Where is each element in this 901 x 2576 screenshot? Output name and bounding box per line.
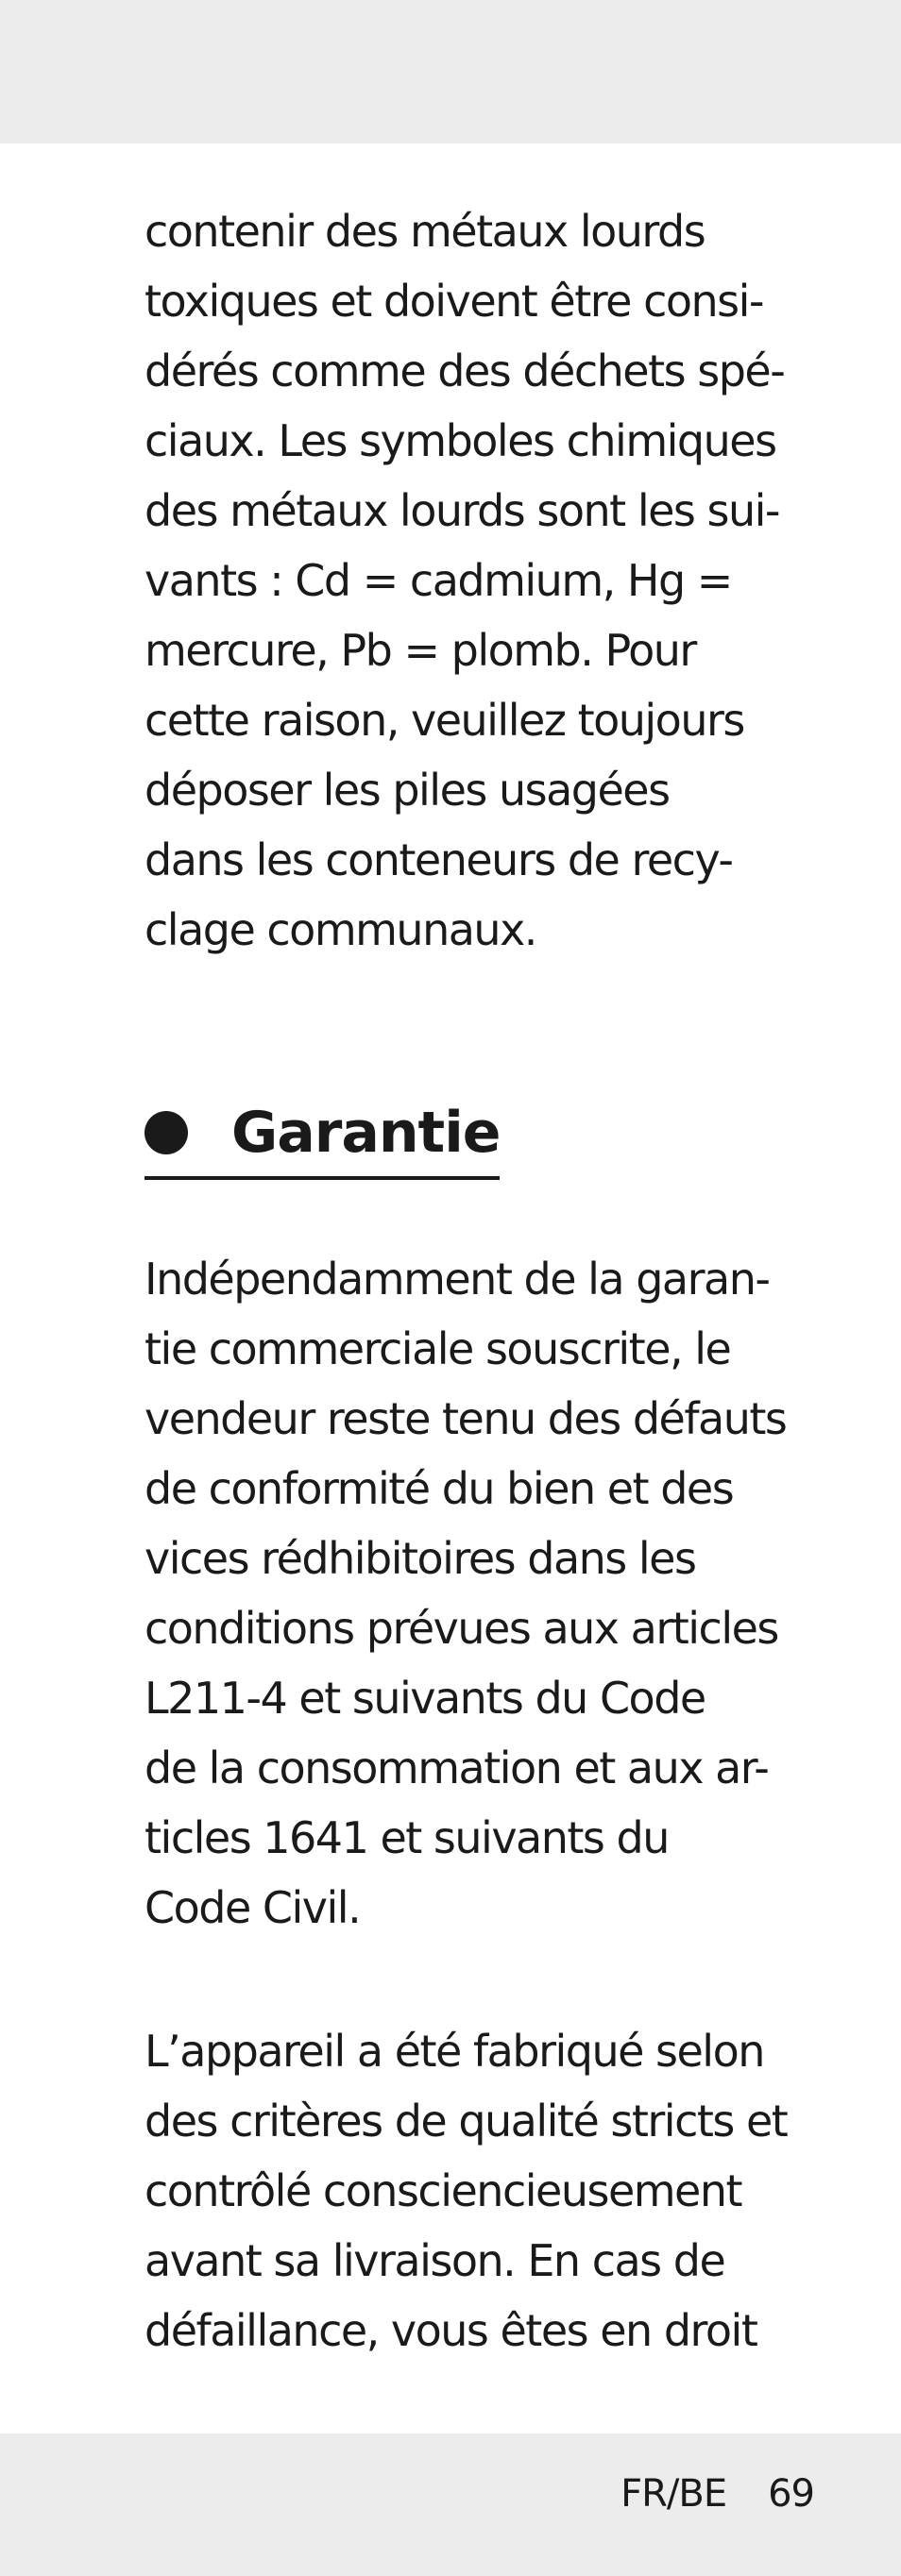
text-line: défaillance, vous êtes en droit	[144, 2305, 757, 2356]
text-line: conditions prévues aux articles	[144, 1603, 778, 1654]
text-line: des métaux lourds sont les sui-	[144, 485, 779, 536]
page-number: 69	[768, 2472, 814, 2516]
paragraph-quality	[144, 2016, 787, 2366]
top-margin-band	[0, 0, 901, 143]
text-line: ticles 1641 et suivants du	[144, 1812, 669, 1863]
bullet-icon	[144, 1111, 188, 1154]
text-line: avant sa livraison. En cas de	[144, 2235, 725, 2286]
text-line: contrôlé consciencieusement	[144, 2165, 742, 2216]
text-line: tie commerciale souscrite, le	[144, 1323, 731, 1374]
text-line: vants : Cd = cadmium, Hg =	[144, 555, 732, 606]
text-line: vendeur reste tenu des défauts	[144, 1393, 787, 1444]
text-line: contenir des métaux lourds	[144, 206, 706, 257]
text-line: de conformité du bien et des	[144, 1463, 734, 1514]
text-line: déposer les piles usagées	[144, 765, 670, 816]
text-line: Code Civil.	[144, 1882, 361, 1933]
text-line: ciaux. Les symboles chimiques	[144, 415, 776, 466]
text-line: clage communaux.	[144, 904, 536, 955]
text-line: dans les conteneurs de recy-	[144, 834, 733, 885]
text-line: mercure, Pb = plomb. Pour	[144, 625, 696, 676]
text-line: de la consommation et aux ar-	[144, 1743, 769, 1793]
text-line: toxiques et doivent être consi-	[144, 276, 764, 327]
page-footer	[620, 2466, 814, 2522]
paragraph-battery-disposal	[144, 196, 784, 965]
text-line: cette raison, veuillez toujours	[144, 695, 744, 746]
text-line: dérés comme des déchets spé-	[144, 345, 785, 396]
section-heading-garantie	[144, 1095, 500, 1180]
text-line: L211-4 et suivants du Code	[144, 1673, 706, 1724]
section-title: Garantie	[231, 1100, 501, 1166]
text-line: L’appareil a été fabriqué selon	[144, 2026, 764, 2077]
text-line: Indépendamment de la garan-	[144, 1254, 770, 1305]
text-line: vices rédhibitoires dans les	[144, 1533, 696, 1584]
text-line: des critères de qualité stricts et	[144, 2096, 788, 2147]
paragraph-warranty-legal	[144, 1244, 786, 1943]
footer-locale: FR/BE	[620, 2472, 727, 2516]
